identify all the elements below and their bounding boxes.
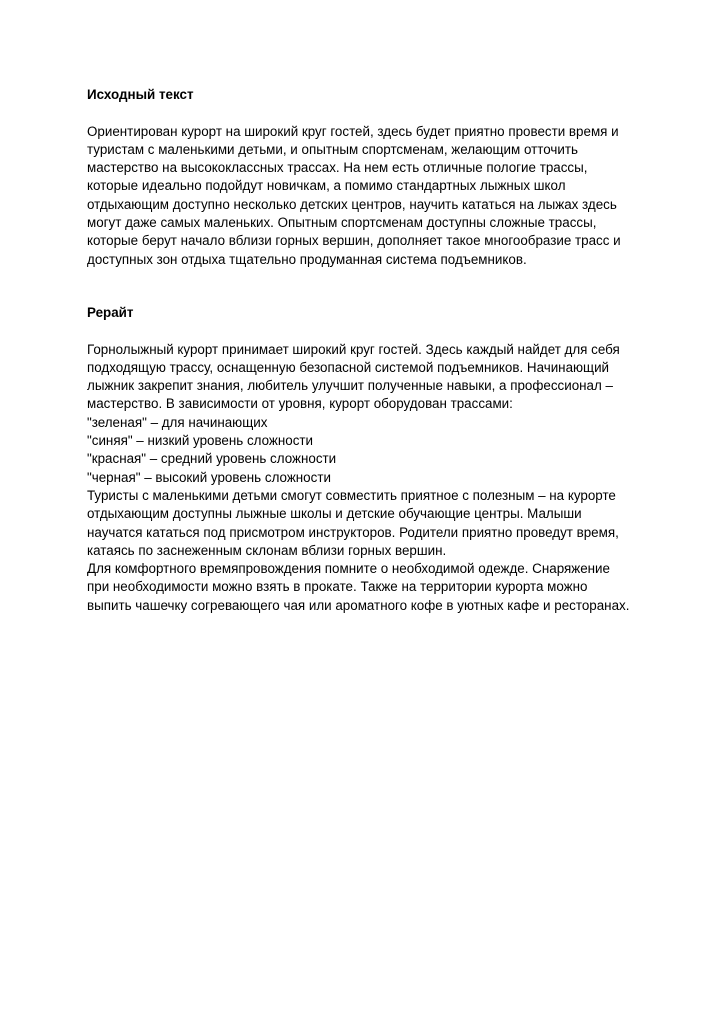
source-text-heading: Исходный текст [87,87,194,102]
text-line: мастерство. В зависимости от уровня, курорт оборудован трассами: [87,396,513,412]
rewrite-paragraph [87,341,687,615]
text-line: "черная" – высокий уровень сложности [87,469,331,485]
text-line: лыжник закрепит знания, любитель улучшит полученные навыки, а профессионал – [87,378,613,394]
source-text-paragraph [87,123,687,269]
text-line: Горнолыжный курорт принимает широкий круг гостей. Здесь каждый найдет для себя [87,341,620,357]
text-line: Для комфортного времяпровождения помните о необходимой одежде. Снаряжение [87,561,610,577]
text-line: Ориентирован курорт на широкий круг гостей, здесь будет приятно провести время и [87,123,619,139]
text-line: которые идеально подойдут новичкам, а помимо стандартных лыжных школ [87,178,566,194]
text-line: "синяя" – низкий уровень сложности [87,433,314,449]
text-line: научатся кататься под присмотром инструкторов. Родители приятно проведут время, [87,524,619,540]
text-line: которые берут начало вблизи горных вершин, дополняет такое многообразие трасс и [87,233,621,249]
text-line: отдыхающим доступно несколько детских центров, научить кататься на лыжах здесь [87,196,617,212]
section-source-text [87,86,687,269]
text-line: "красная" – средний уровень сложности [87,451,337,467]
text-line: могут даже самых маленьких. Опытным спортсменам доступны сложные трассы, [87,215,597,231]
section-rewrite [87,304,687,615]
text-line: туристам с маленькими детьми, и опытным спортсменам, желающим отточить [87,141,578,157]
text-line: при необходимости можно взять в прокате. Также на территории курорта можно [87,579,588,595]
text-line: подходящую трассу, оснащенную безопасной системой подъемников. Начинающий [87,359,610,375]
text-line: отдыхающим доступны лыжные школы и детские обучающие центры. Малыши [87,506,582,522]
text-line: доступных зон отдыха тщательно продуманная система подъемников. [87,251,527,267]
text-line: выпить чашечку согревающего чая или ароматного кофе в уютных кафе и ресторанах. [87,597,630,613]
text-line: Туристы с маленькими детьми смогут совместить приятное с полезным – на курорте [87,487,616,503]
text-line: мастерство на высококлассных трассах. На нем есть отличные пологие трассы, [87,160,588,176]
text-line: катаясь по заснеженным склонам вблизи горных вершин. [87,542,447,558]
rewrite-heading: Рерайт [87,304,134,320]
text-line: "зеленая" – для начинающих [87,414,268,430]
